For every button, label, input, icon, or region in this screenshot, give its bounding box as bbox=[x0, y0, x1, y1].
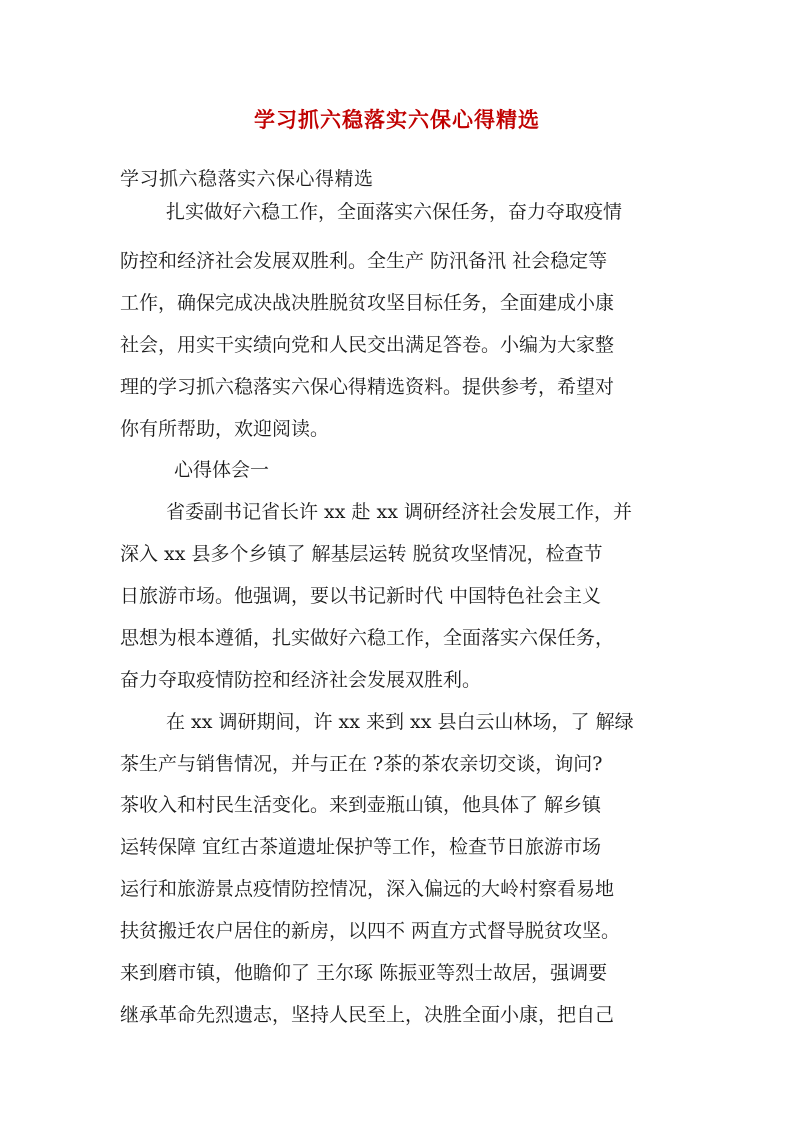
paragraph-line: 工作，确保完成决战决胜脱贫攻坚目标任务，全面建成小康 bbox=[120, 292, 615, 314]
paragraph-line: 在 xx 调研期间，许 xx 来到 xx 县白云山林场，了 解绿 bbox=[166, 711, 634, 733]
section-heading: 心得体会一 bbox=[174, 459, 270, 481]
paragraph-line: 你有所帮助，欢迎阅读。 bbox=[120, 418, 330, 440]
paragraph-line: 茶收入和村民生活变化。来到壶瓶山镇，他具体了 解乡镇 bbox=[120, 794, 602, 816]
paragraph-line: 运行和旅游景点疫情防控情况，深入偏远的大岭村察看易地 bbox=[120, 878, 615, 900]
paragraph-line: 来到磨市镇，他瞻仰了 王尔琢 陈振亚等烈士故居，强调要 bbox=[120, 962, 608, 984]
paragraph-line: 理的学习抓六稳落实六保心得精选资料。提供参考，希望对 bbox=[120, 376, 615, 398]
paragraph-line: 省委副书记省长许 xx 赴 xx 调研经济社会发展工作，并 bbox=[166, 501, 633, 523]
paragraph-line: 思想为根本遵循，扎实做好六稳工作，全面落实六保任务， bbox=[120, 627, 615, 649]
paragraph-line: 奋力夺取疫情防控和经济社会发展双胜利。 bbox=[120, 669, 482, 691]
paragraph-line: 继承革命先烈遗志，坚持人民至上，决胜全面小康，把自己 bbox=[120, 1004, 615, 1026]
paragraph-line: 防控和经济社会发展双胜利。全生产 防汛备汛 社会稳定等 bbox=[120, 250, 608, 272]
paragraph-line: 运转保障 宜红古茶道遗址保护等工作，检查节日旅游市场 bbox=[120, 836, 602, 858]
paragraph-line: 日旅游市场。他强调，要以书记新时代 中国特色社会主义 bbox=[120, 585, 602, 607]
paragraph-line: 深入 xx 县多个乡镇了 解基层运转 脱贫攻坚情况，检查节 bbox=[120, 543, 603, 565]
paragraph-line: 扎实做好六稳工作，全面落实六保任务，奋力夺取疫情 bbox=[166, 201, 623, 223]
paragraph-line: 社会，用实干实绩向党和人民交出满足答卷。小编为大家整 bbox=[120, 334, 615, 356]
document-title: 学习抓六稳落实六保心得精选 bbox=[254, 107, 540, 132]
document-subtitle: 学习抓六稳落实六保心得精选 bbox=[120, 168, 374, 190]
paragraph-line: 茶生产与销售情况，并与正在 ?茶的茶农亲切交谈，询问? bbox=[120, 753, 603, 775]
paragraph-line: 扶贫搬迁农户居住的新房，以四不 两直方式督导脱贫攻坚。 bbox=[120, 920, 621, 942]
